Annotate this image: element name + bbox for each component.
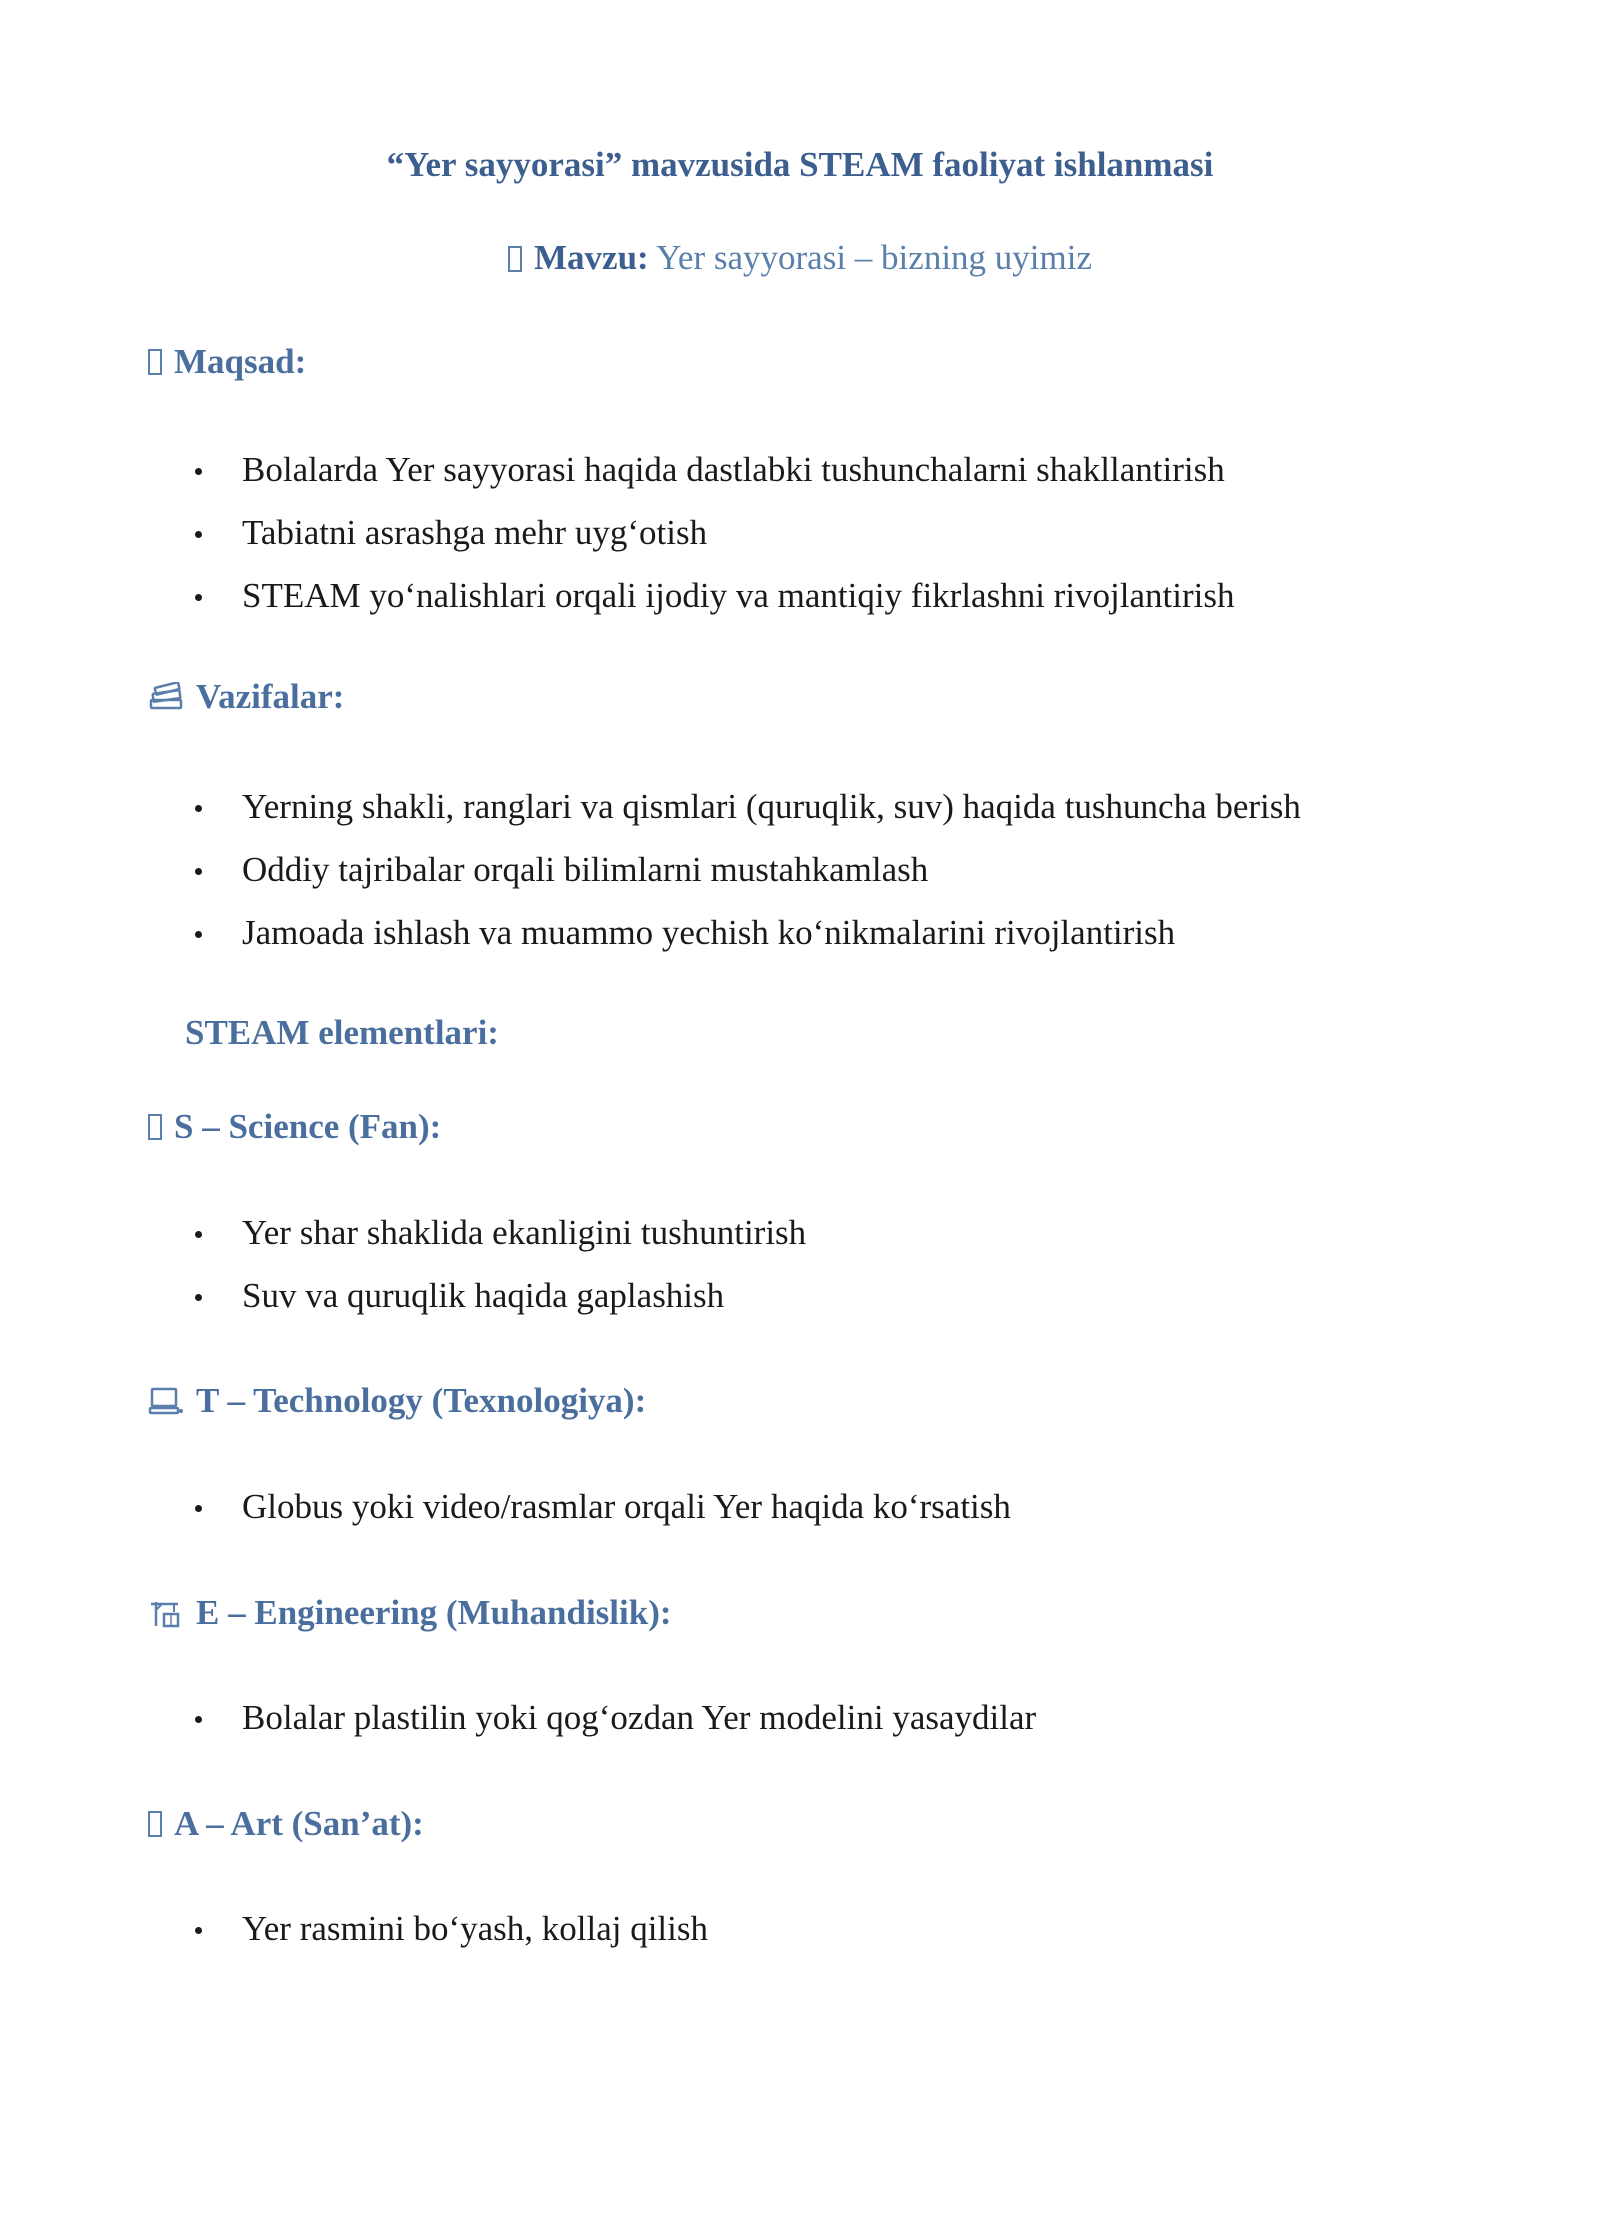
section-heading-technology <box>148 1381 646 1421</box>
list-item: Yer rasmini bo‘yash, kollaj qilish <box>0 1897 708 1960</box>
heading-label: Maqsad: <box>174 342 307 381</box>
heading-label: S – Science (Fan): <box>174 1107 442 1146</box>
missing-glyph-icon <box>148 1114 162 1140</box>
topic-value: Yer sayyorasi – bizning uyimiz <box>656 238 1092 277</box>
section-heading-science <box>148 1107 441 1147</box>
art-list <box>0 1897 708 1960</box>
section-heading-art <box>148 1804 424 1844</box>
list-item: Globus yoki video/rasmlar orqali Yer haqida ko‘rsatish <box>0 1475 1011 1538</box>
list-item: Bolalarda Yer sayyorasi haqida dastlabki tushunchalarni shakllantirish <box>0 438 1235 501</box>
list-item: Suv va quruqlik haqida gaplashish <box>0 1264 806 1327</box>
missing-glyph-icon <box>508 246 522 272</box>
section-heading-vazifalar <box>148 677 344 717</box>
list-item: STEAM yo‘nalishlari orqali ijodiy va mantiqiy fikrlashni rivojlantirish <box>0 564 1235 627</box>
heading-label: STEAM elementlari: <box>185 1013 499 1052</box>
missing-glyph-icon <box>148 1811 162 1837</box>
engineering-list <box>0 1686 1036 1749</box>
section-heading-maqsad <box>148 342 306 382</box>
list-item: Yerning shakli, ranglari va qismlari (quruqlik, suv) haqida tushuncha berish <box>0 775 1301 838</box>
heading-label: E – Engineering (Muhandislik): <box>196 1593 672 1632</box>
list-item: Oddiy tajribalar orqali bilimlarni mustahkamlash <box>0 838 1301 901</box>
construction-icon <box>148 1598 184 1628</box>
science-list <box>0 1201 806 1327</box>
heading-label: Vazifalar: <box>196 677 345 716</box>
section-heading-engineering <box>148 1593 672 1633</box>
heading-label: A – Art (San’at): <box>174 1804 424 1843</box>
books-icon <box>148 682 184 712</box>
topic-line <box>0 238 1600 278</box>
computer-icon <box>148 1386 184 1416</box>
list-item: Jamoada ishlash va muammo yechish ko‘nikmalarini rivojlantirish <box>0 901 1301 964</box>
technology-list <box>0 1475 1011 1538</box>
vazifalar-list <box>0 775 1301 964</box>
list-item: Bolalar plastilin yoki qog‘ozdan Yer modelini yasaydilar <box>0 1686 1036 1749</box>
maqsad-list <box>0 438 1235 627</box>
list-item: Yer shar shaklida ekanligini tushuntirish <box>0 1201 806 1264</box>
steam-elements-heading <box>185 1013 499 1053</box>
list-item: Tabiatni asrashga mehr uyg‘otish <box>0 501 1235 564</box>
heading-label: T – Technology (Texnologiya): <box>196 1381 647 1420</box>
missing-glyph-icon <box>148 349 162 375</box>
document-title: “Yer sayyorasi” mavzusida STEAM faoliyat ishlanmasi <box>386 145 1214 184</box>
topic-label: Mavzu: <box>534 238 649 277</box>
